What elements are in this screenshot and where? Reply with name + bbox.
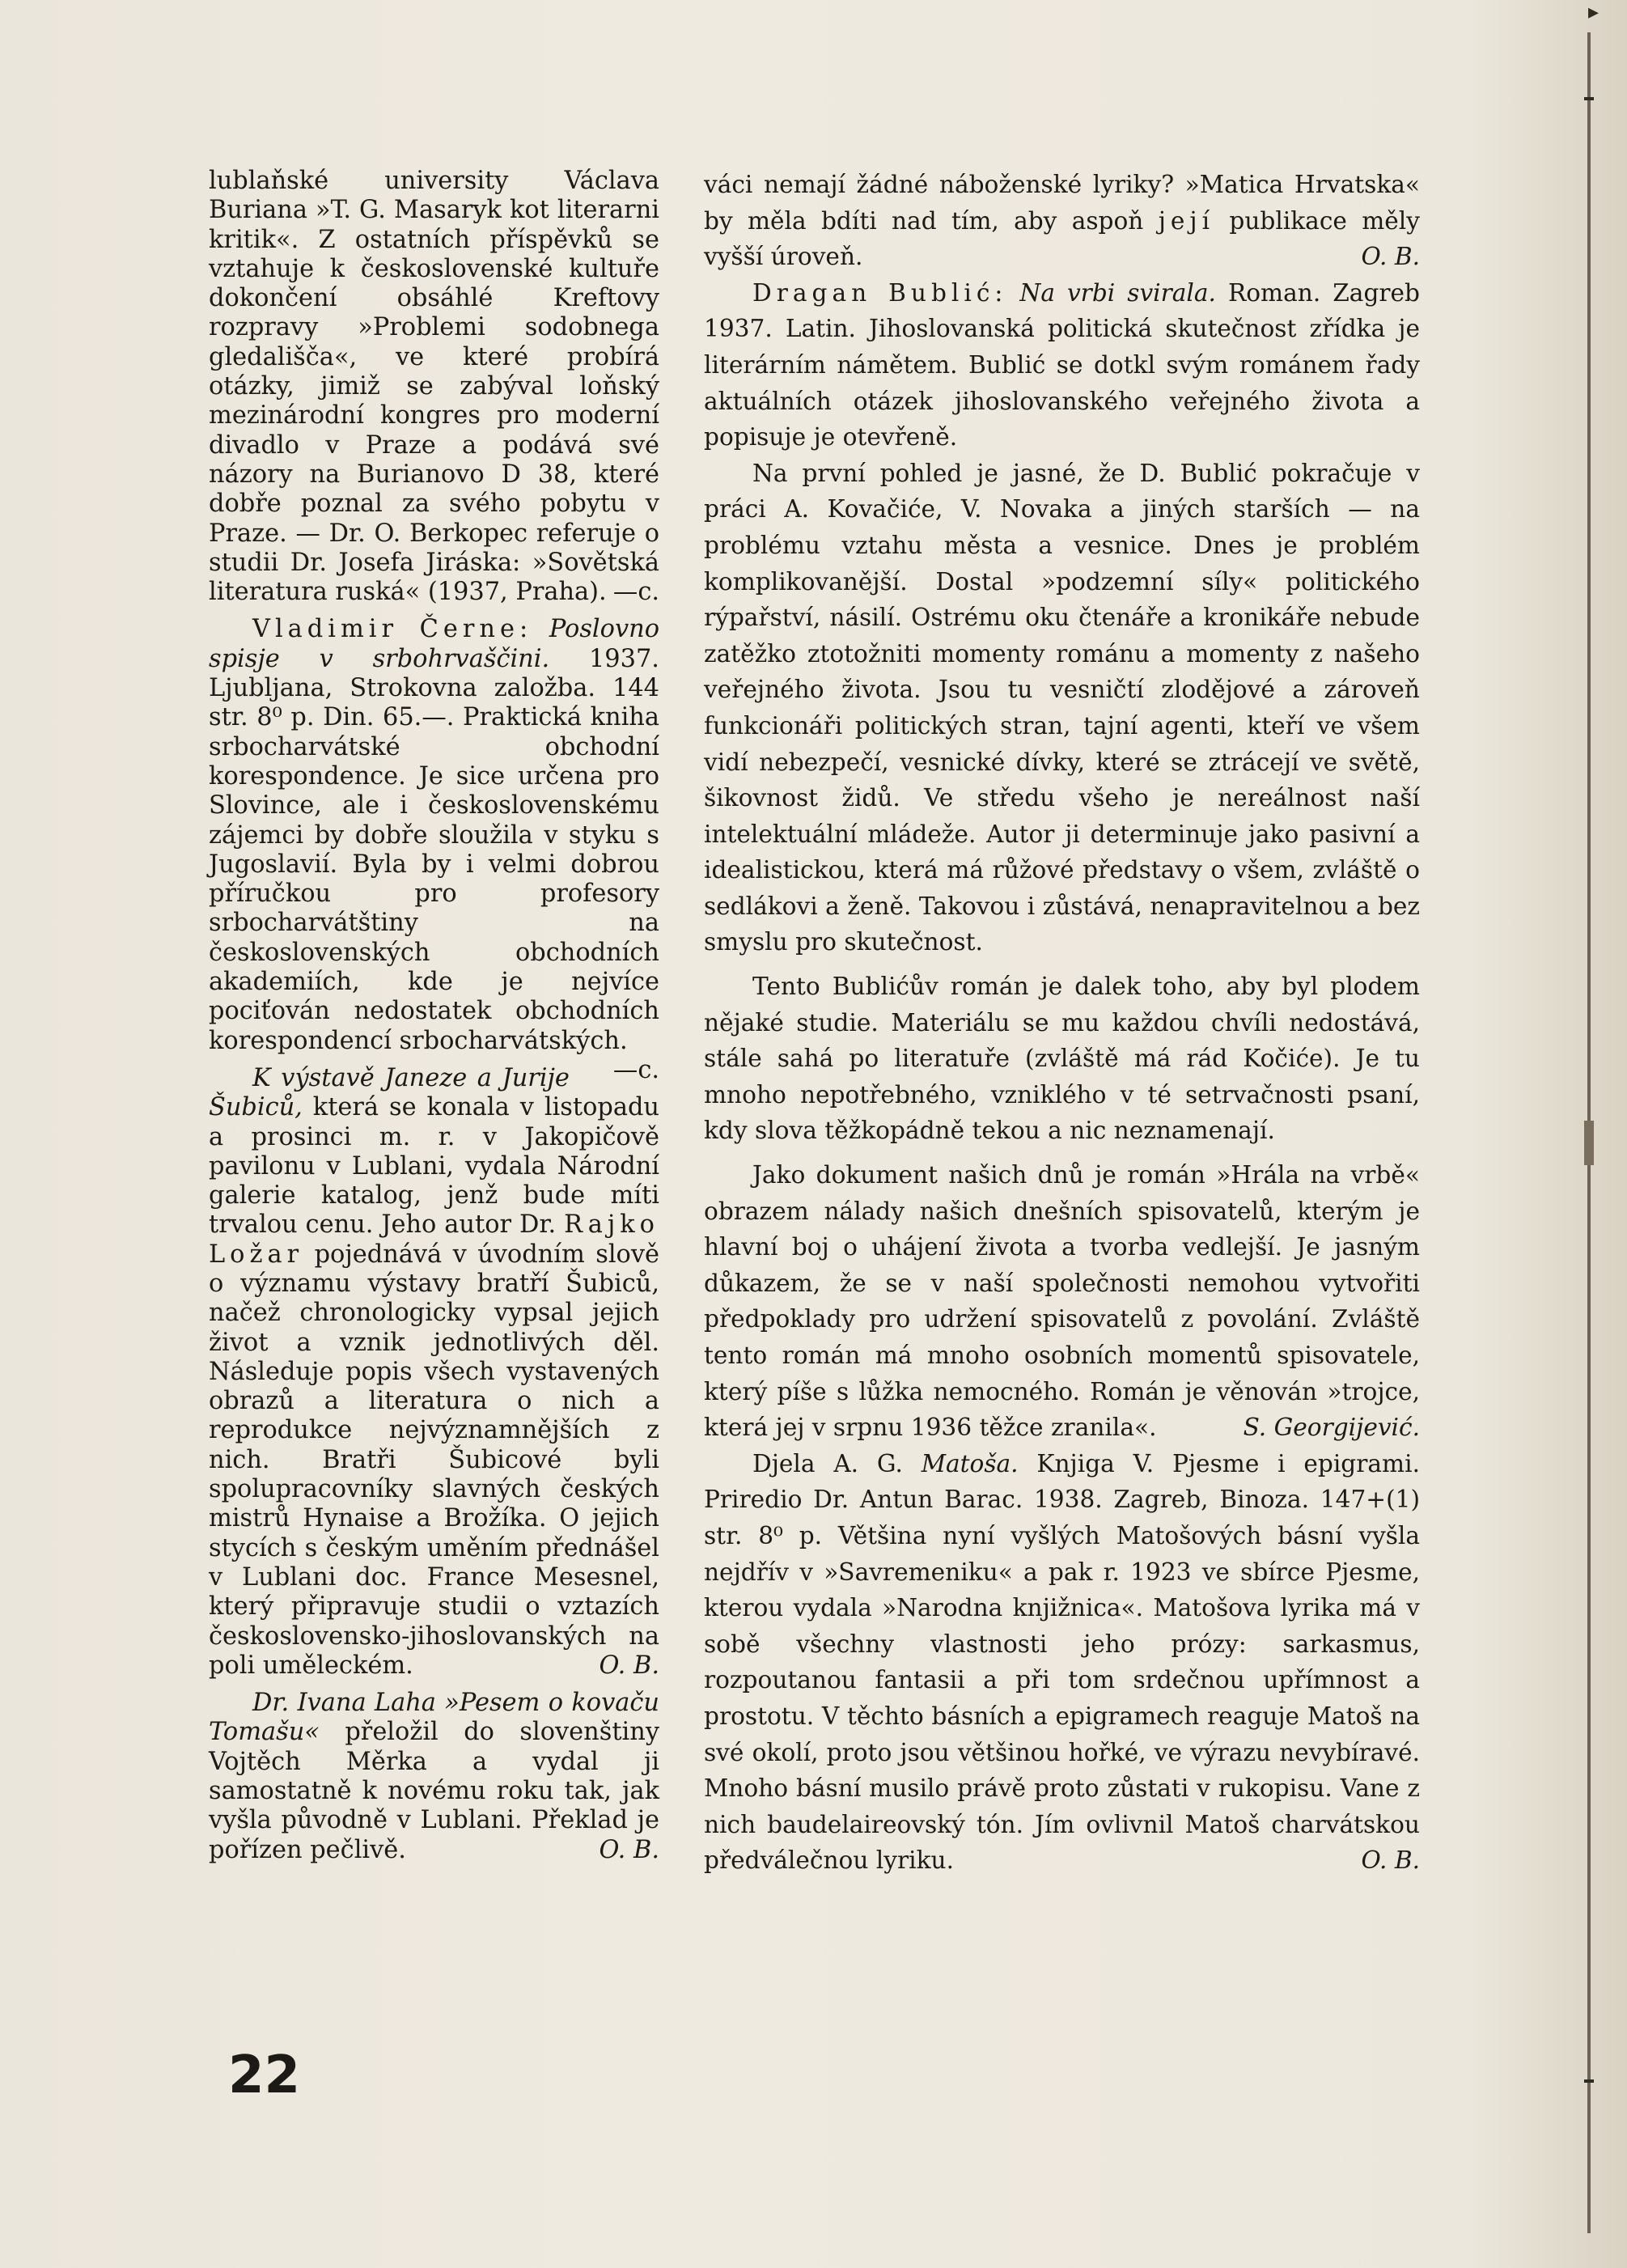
paragraph-text: Tento Bublićův román je dalek toho, aby byl plodem nějaké studie. Materiálu se mu každou chvíli nedostává, stále sahá po literatuře (zvláště má rád Kočiće). Je tu mnoho nepotřebného, vzniklého v té setrvačnosti psaní, kdy slova těžkopádně tekou a nic neznamenají. (704, 973, 1420, 1145)
edge-tick (1584, 97, 1594, 100)
signature: —c. (612, 1055, 659, 1084)
author-name: Vladimir Černe: (252, 615, 533, 644)
author-name: Rajko Ložar (209, 1210, 659, 1269)
emphasis-word: její (1158, 206, 1215, 235)
corner-mark-icon: ▸ (1588, 0, 1599, 24)
paragraph-text: která se konala v listopadu a prosinci m. r. v Jakopičově pavilonu v Lublani, vydala Národní galerie katalog, jenž bude míti trvalou cenu. Jeho autor Dr. (209, 1093, 659, 1240)
paragraph (704, 1157, 1420, 1446)
signature: O. B. (599, 1651, 659, 1680)
signature: O. B. (599, 1835, 659, 1864)
paragraph-text: váci nemají žádné náboženské lyriky? »Matica Hrvatska« by měla bdíti nad tím, aby aspoň (704, 171, 1420, 235)
signature: —c. (612, 578, 659, 607)
paragraph (704, 275, 1420, 456)
paragraph-text: pojednává v úvodním slově o významu výstavy bratří Šubiců, načež chronologicky vypsal jejich život a vznik jednotlivých děl. Následuje popis všech vystavených obrazů a literatura o nich a reprodukce nejvýznamnějších z nich. Bratři Šubicové byli spolupracovníky slavných českých mistrů Hynaise a Brožíka. O jejich stycích s českým uměním přednášel v Lublani doc. France Mesesnel, který připravuje studii o vztazích československo-jihoslovanských na poli uměleckém. (209, 1240, 659, 1680)
book-title: Matoša. (921, 1449, 1019, 1477)
paragraph (209, 1689, 659, 1865)
book-title: Na vrbi svirala. (1019, 278, 1216, 307)
paragraph-text: lublaňské university Václava Buriana »T. G. Masaryk kot literarni kritik«. Z ostatních příspěvků se vztahuje k československé kultuře dokončení obsáhlé Kreftovy rozpravy »Problemi sodobnega gledališča«, ve které probírá otázky, jimiž se zabýval loňský mezinárodní kongres pro moderní divadlo v Praze a podává své názory na Burianovo D 38, které dobře poznal za svého pobytu v Praze. — Dr. O. Berkopec referuje o studii Dr. Josefa Jiráska: »Sovětská literatura ruská« (1937, Praha). (209, 167, 659, 607)
left-column (209, 167, 659, 1865)
signature: O. B. (1361, 1846, 1420, 1875)
paragraph-text: Na první pohled je jasné, že D. Bublić pokračuje v práci A. Kovačiće, V. Novaka a jiných starších — na problému vztahu města a vesnice. Dnes je problém komplikovanější. Dostal »podzemní síly« politického rýpařství, násilí. Ostrému oku čtenáře a kronikáře nebude zatěžko ztotožniti momenty románu a momenty z našeho veřejného života. Jsou tu vesničtí zlodějové a zároveň funkcionáři politických stran, tajní agenti, kteří ve všem vidí nebezpečí, vesnické dívky, které se ztrácejí ve světě, šikovnost židů. Ve středu všeho je nereálnost naší intelektuální mládeže. Autor ji determinuje jako pasivní a idealistickou, která má růžové představy o všem, zvláště o sedlákovi a ženě. Takovou i zůstává, nenapravitelnou a bez smyslu pro skutečnost. (704, 459, 1420, 956)
edge-band (1584, 1121, 1594, 1165)
paragraph (704, 167, 1420, 275)
signature: S. Georgijević. (1243, 1414, 1420, 1442)
paragraph (704, 456, 1420, 960)
paragraph (704, 969, 1420, 1149)
signature: O. B. (1361, 243, 1420, 271)
paragraph (704, 1446, 1420, 1879)
paragraph-text: 1937. Ljubljana, Strokovna založba. 144 str. 8⁰ p. Din. 65.—. Praktická kniha srbocharvátské obchodní korespondence. Je sice určena pro Slovince, ale i československému zájemci by dobře sloužila v styku s Jugoslavií. Byla by i velmi dobrou příručkou pro profesory srbocharvátštiny na československých obchodních akademiích, kde je nejvíce pociťován nedostatek obchodních korespondencí srbocharvátských. (209, 644, 659, 1055)
paragraph-text: publikace měly vyšší úroveň. (704, 206, 1420, 271)
right-column (704, 167, 1420, 1879)
paragraph-text: Djela A. G. (752, 1449, 903, 1477)
paragraph-text: přeložil do slovenštiny Vojtěch Měrka a vydal ji samostatně k novému roku tak, jak vyšla původně v Lublani. Překlad je pořízen pečlivě. (209, 1718, 659, 1864)
paragraph (209, 615, 659, 1084)
book-title: K výstavě Janeze a Jurije Šubiců, (209, 1063, 570, 1122)
book-title: Dr. Ivana Laha »Pesem o kovaču Tomašu« (209, 1689, 659, 1747)
paragraph-text: Knjiga V. Pjesme i epigrami. Priredio Dr. Antun Barac. 1938. Zagreb, Binoza. 147+(1) str. 8⁰ p. Většina nyní vyšlých Matošových básní vyšla nejdřív v »Savremeniku« a pak r. 1923 ve sbírce Pjesme, kterou vydala »Narodna knjižnica«. Matošova lyrika má v sobě všechny vlastnosti jeho prózy: sarkasmus, rozpoutanou fantasii a při tom srdečnou upřímnost a prostotu. V těchto básních a epigramech reaguje Matoš na své okolí, proto jsou většinou hořké, ve výrazu nevybíravé. Mnoho básní musilo právě proto zůstati v rukopisu. Vane z nich baudelaireovský tón. Jím ovlivnil Matoš charvátskou předválečnou lyriku. (704, 1449, 1420, 1875)
paragraph (209, 167, 659, 607)
page-number: 22 (228, 2045, 301, 2105)
author-name: Dragan Bublić: (752, 278, 1008, 307)
paragraph (209, 1064, 659, 1681)
paragraph-text: Jako dokument našich dnů je román »Hrála na vrbě« obrazem nálady našich dnešních spisovatelů, kterým je hlavní boj o uhájení života a tvorba vedlejší. Je jasným důkazem, že se v naší společnosti nemohou vytvořiti předpoklady pro udržení spisovatelů z povolání. Zvláště tento román má mnoho osobních momentů spisovatele, který píše s lůžka nemocného. Román je věnován »trojce, která jej v srpnu 1936 těžce zranila«. (704, 1161, 1420, 1442)
edge-tick (1584, 2079, 1594, 2083)
paragraph-text: Roman. Zagreb 1937. Latin. Jihoslovanská politická skutečnost zřídka je literárním námětem. Bublić se dotkl svým románem řady aktuálních otázek jihoslovanského veřejného života a popisuje je otevřeně. (704, 278, 1420, 451)
book-title: Poslovno spisje v srbohrvaščini. (209, 615, 659, 673)
